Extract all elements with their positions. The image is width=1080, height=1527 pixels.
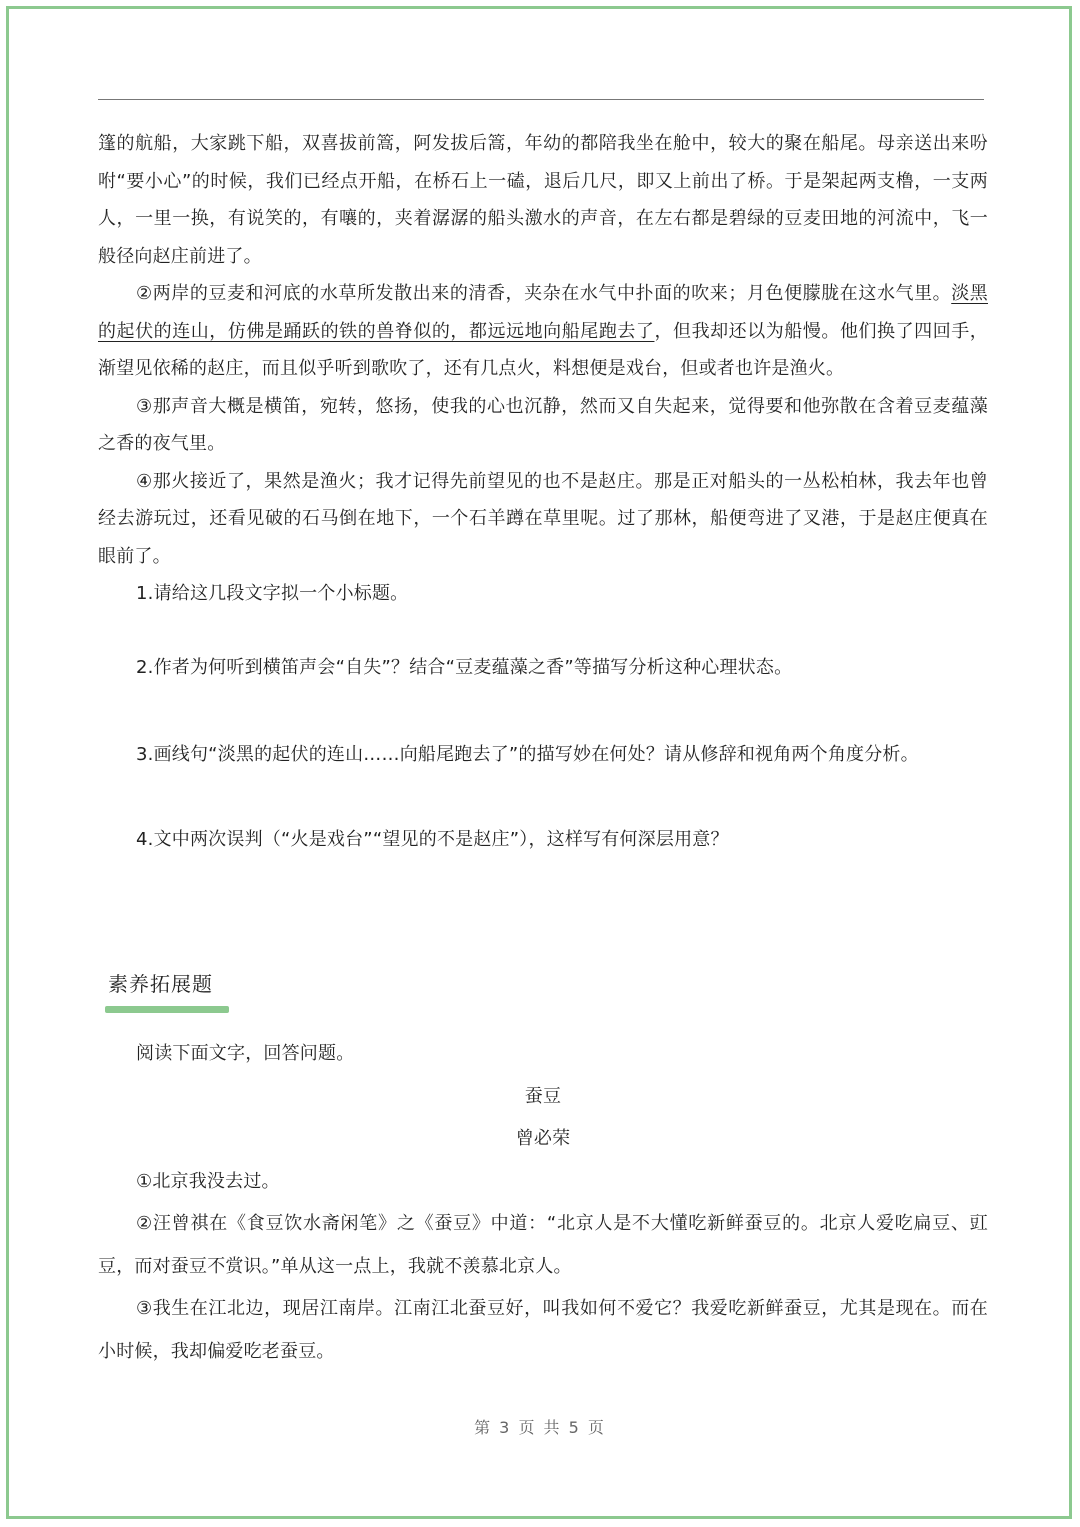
paragraph-2-text-before: ②两岸的豆麦和河底的水草所发散出来的清香，夹杂在水气中扑面的吹来；月色便朦胧在这水气里。 — [136, 283, 952, 304]
passage-paragraph-4: ④那火接近了，果然是渔火；我才记得先前望见的也不是赵庄。那是正对船头的一丛松柏林，我去年也曾经去游玩过，还看见破的石马倒在地下，一个石羊蹲在草里呢。过了那林，船便弯进了叉港，于是赵庄便真在眼前了。 — [98, 470, 988, 567]
section-title: 素养拓展题 — [108, 972, 213, 996]
article-paragraph-2: ②汪曾祺在《食豆饮水斋闲笔》之《蚕豆》中道：“北京人是不大懂吃新鲜蚕豆的。北京人爱吃扁豆、豇豆，而对蚕豆不赏识。”单从这一点上，我就不羡慕北京人。 — [98, 1213, 988, 1277]
passage-paragraph-2 — [98, 275, 988, 388]
question-1: 1.请给这几段文字拟一个小标题。 — [136, 583, 409, 604]
page-number: 第 3 页 共 5 页 — [474, 1418, 606, 1437]
passage-paragraph-1: 篷的航船，大家跳下船，双喜拔前篙，阿发拔后篙，年幼的都陪我坐在舱中，较大的聚在船尾。母亲送出来吩咐“要小心”的时候，我们已经点开船，在桥石上一磕，退后几尺，即又上前出了桥。于是架起两支橹，一支两人，一里一换，有说笑的，有嚷的，夹着潺潺的船头激水的声音，在左右都是碧绿的豆麦田地的河流中，飞一般径向赵庄前进了。 — [98, 133, 988, 267]
passage-paragraph-3: ③那声音大概是横笛，宛转，悠扬，使我的心也沉静，然而又自失起来，觉得要和他弥散在含着豆麦蕴藻之香的夜气里。 — [98, 395, 988, 454]
extension-passage — [98, 1033, 988, 1373]
instruction: 阅读下面文字，回答问题。 — [136, 1043, 355, 1064]
question-4: 4.文中两次误判（“火是戏台”“望见的不是赵庄”），这样写有何深层用意？ — [136, 828, 729, 850]
article-paragraph-1: ①北京我没去过。 — [136, 1170, 280, 1192]
reading-passage — [98, 125, 988, 858]
article-title: 蚕豆 — [524, 1085, 562, 1107]
question-2: 2.作者为何听到横笛声会“自失”？结合“豆麦蕴藻之香”等描写分析这种心理状态。 — [136, 656, 793, 678]
question-3: 3.画线句“淡黑的起伏的连山……向船尾跑去了”的描写妙在何处？请从修辞和视角两个角度分析。 — [136, 744, 919, 765]
article-paragraph-3: ③我生在江北边，现居江南岸。江南江北蚕豆好，叫我如何不爱它？我爱吃新鲜蚕豆，尤其是现在。而在小时候，我却偏爱吃老蚕豆。 — [98, 1298, 988, 1362]
header-rule — [98, 99, 984, 100]
paragraph-2-text-after: ，但我却还以为船慢。他们换了四回手，渐望见依稀的赵庄，而且似乎听到歌吹了，还有几点火，料想便是戏台，但或者也许是渔火。 — [98, 320, 988, 379]
underlined-sentence: 淡黑的起伏的连山，仿佛是踊跃的铁的兽脊似的，都远远地向船尾跑去了 — [98, 283, 988, 342]
article-author: 曾必荣 — [515, 1128, 571, 1149]
section-title-underline — [105, 1006, 229, 1013]
